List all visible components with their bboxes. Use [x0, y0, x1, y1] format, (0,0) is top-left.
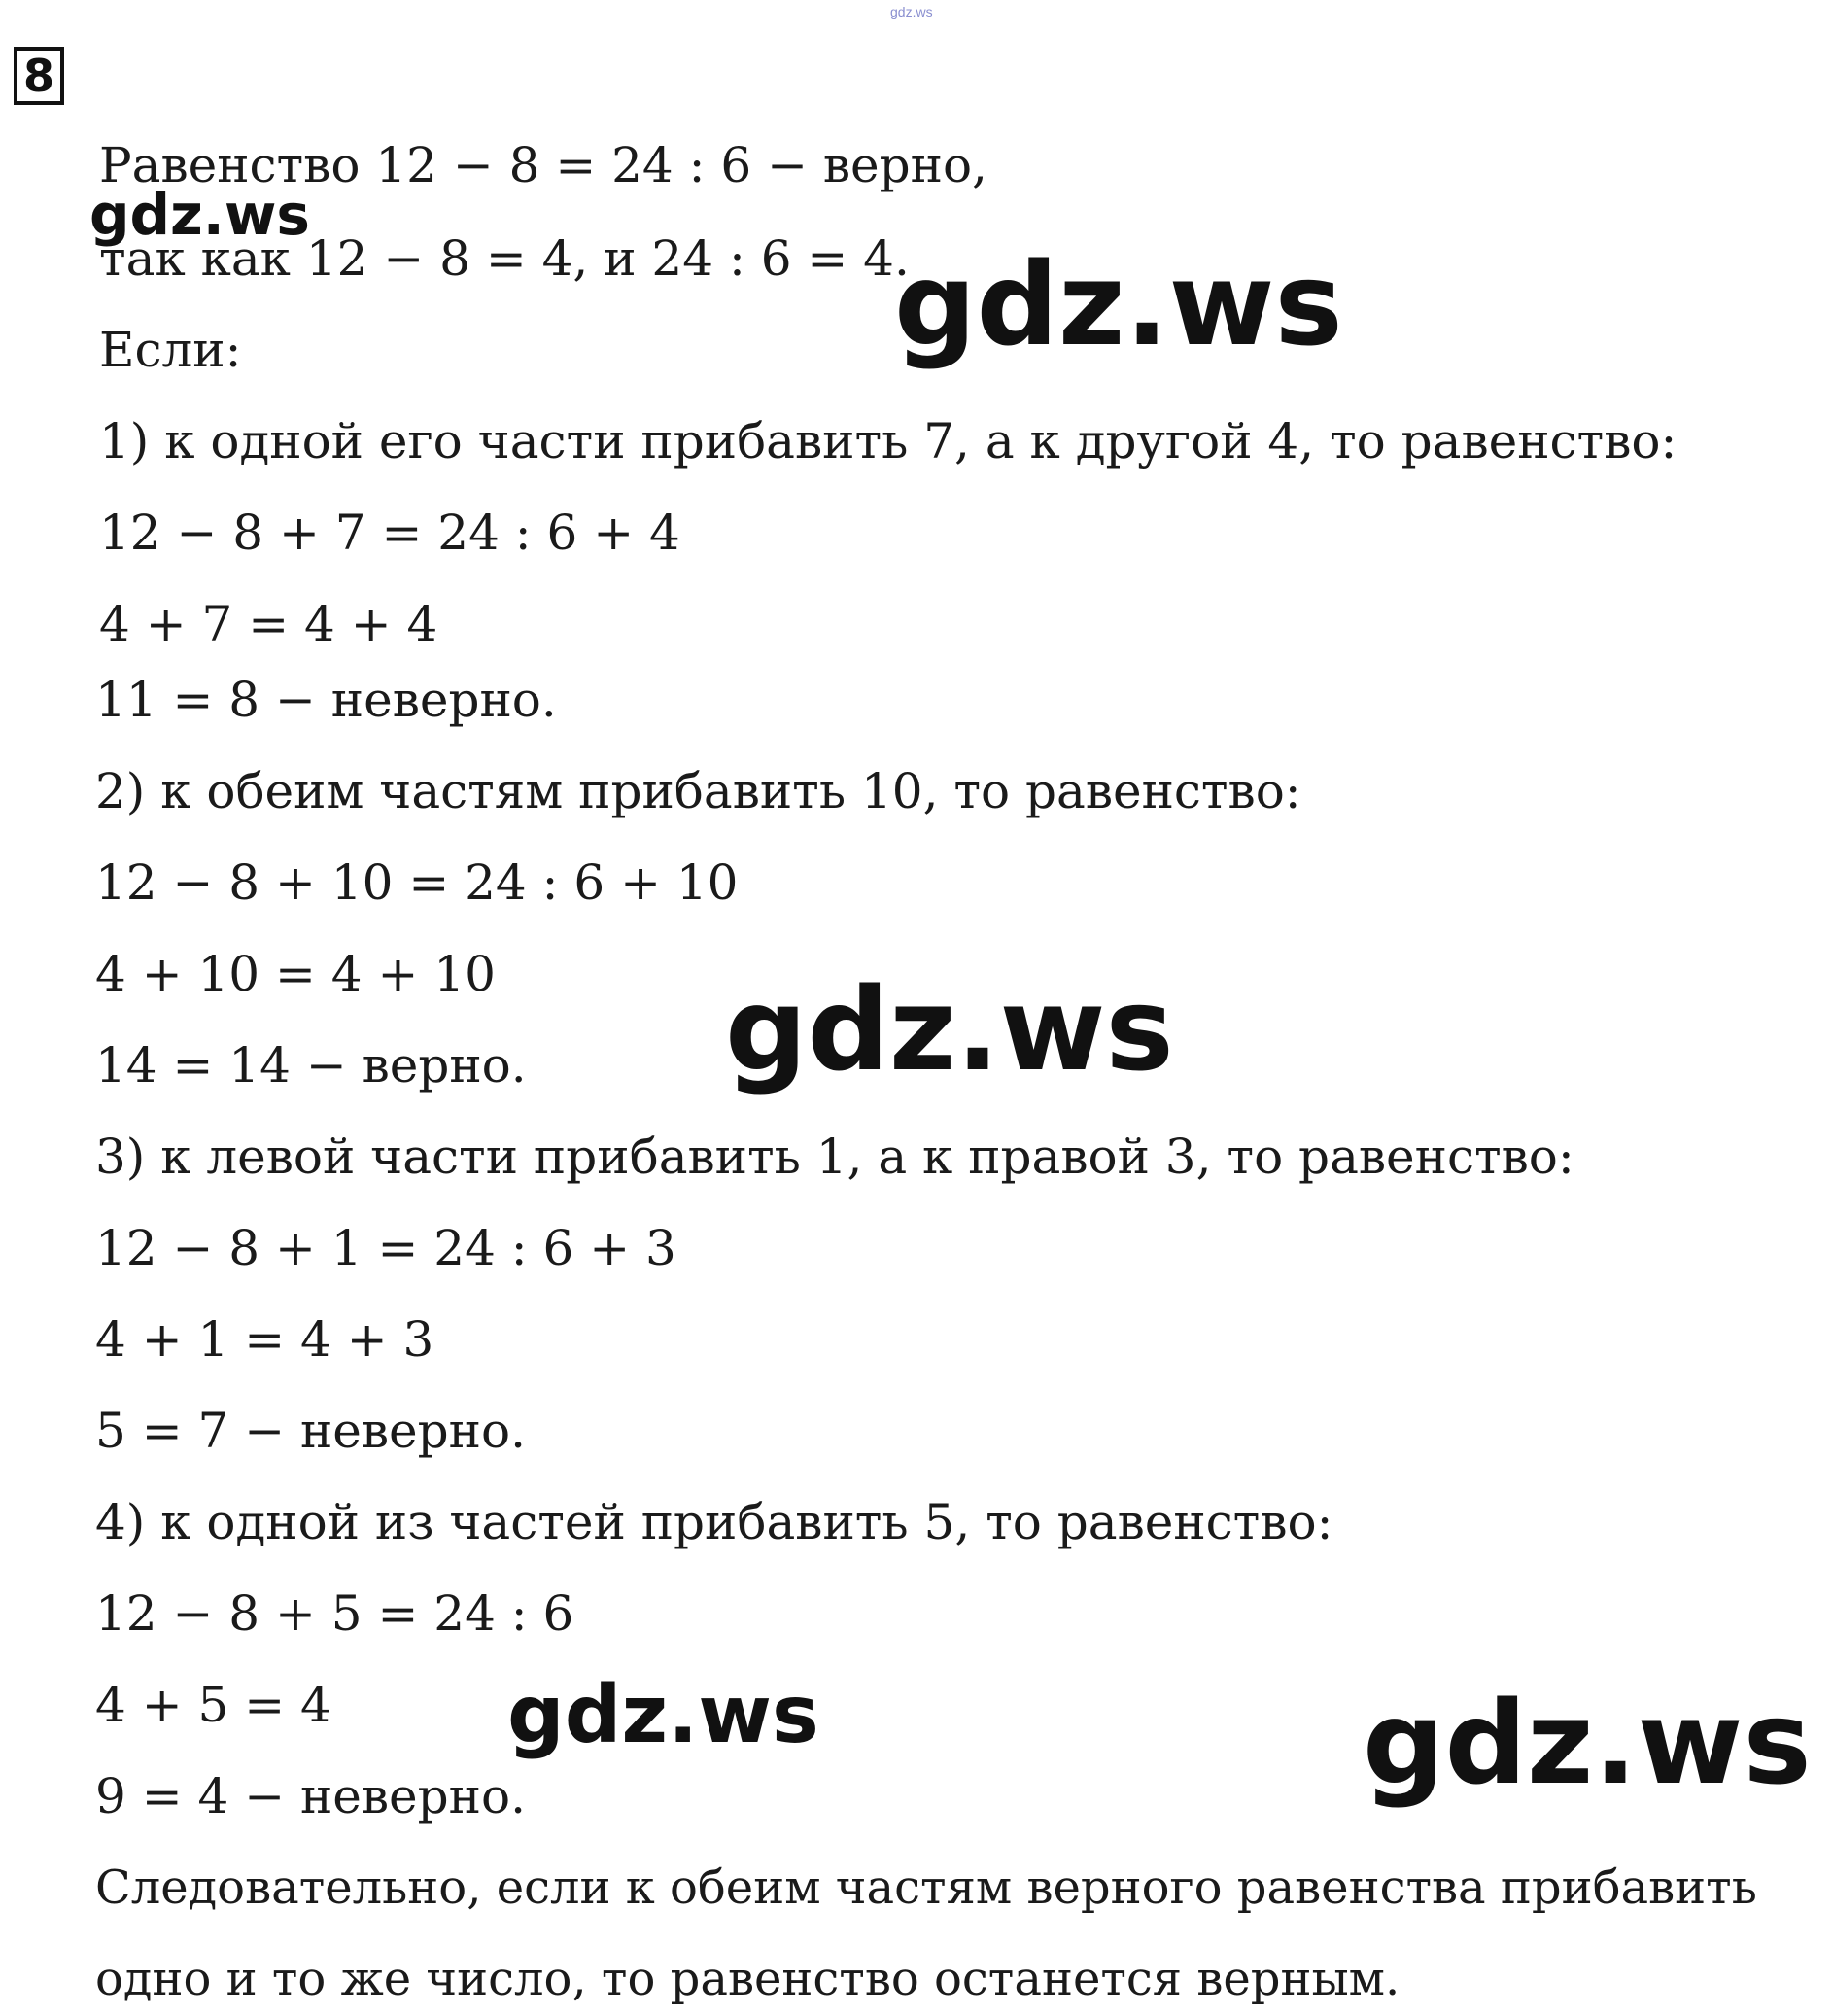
watermark: gdz.ws [89, 182, 310, 248]
math-line: 4 + 7 = 4 + 4 [99, 596, 438, 652]
text-line: Равенство 12 − 8 = 24 : 6 − верно, [99, 137, 987, 193]
top-watermark: gdz.ws [890, 4, 933, 19]
math-line: 12 − 8 + 7 = 24 : 6 + 4 [99, 504, 680, 561]
text-line: так как 12 − 8 = 4, и 24 : 6 = 4. [99, 230, 910, 287]
text-line: 1) к одной его части прибавить 7, а к другой 4, то равенство: [99, 413, 1677, 469]
text-line: 4) к одной из частей прибавить 5, то равенство: [95, 1494, 1333, 1550]
watermark: gdz.ws [507, 1669, 819, 1761]
watermark: gdz.ws [894, 237, 1343, 371]
math-line: 4 + 5 = 4 [95, 1677, 331, 1733]
math-line: 14 = 14 − верно. [95, 1037, 527, 1094]
math-line: 4 + 1 = 4 + 3 [95, 1311, 434, 1368]
watermark: gdz.ws [1363, 1676, 1812, 1810]
text-line: 3) к левой части прибавить 1, а к правой 3, то равенство: [95, 1129, 1574, 1185]
text-line: 2) к обеим частям прибавить 10, то равенство: [95, 763, 1301, 819]
math-line: 12 − 8 + 10 = 24 : 6 + 10 [95, 854, 739, 911]
conclusion-line: одно и то же число, то равенство останется верным. [95, 1952, 1401, 2006]
math-line: 5 = 7 − неверно. [95, 1403, 526, 1459]
math-line: 12 − 8 + 1 = 24 : 6 + 3 [95, 1220, 676, 1276]
math-line: 9 = 4 − неверно. [95, 1768, 526, 1825]
watermark: gdz.ws [725, 962, 1174, 1096]
math-line: 11 = 8 − неверно. [95, 672, 557, 728]
text-line: Если: [99, 322, 242, 378]
task-number-box: 8 [14, 47, 64, 105]
math-line: 12 − 8 + 5 = 24 : 6 [95, 1585, 574, 1642]
conclusion-line: Следовательно, если к обеим частям верного равенства прибавить [95, 1860, 1757, 1915]
math-line: 4 + 10 = 4 + 10 [95, 946, 496, 1002]
